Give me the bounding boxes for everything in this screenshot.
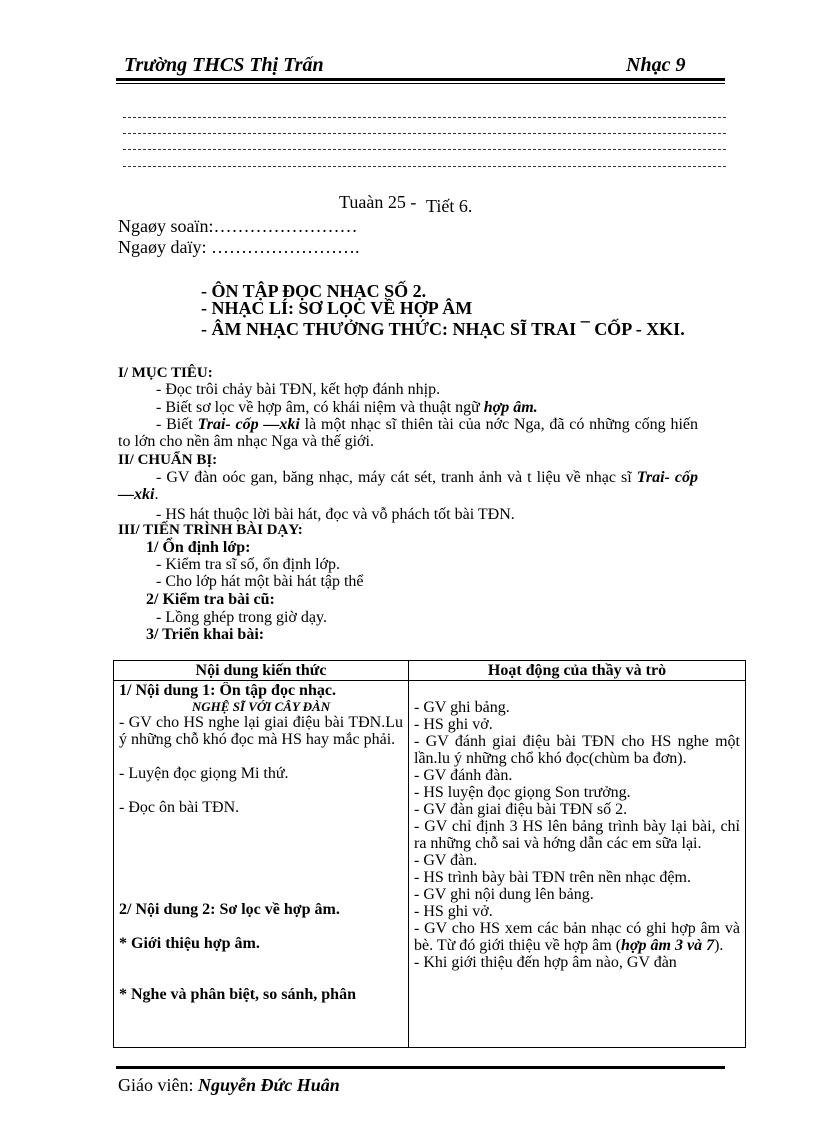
content-text: - Đọc ôn bài TĐN. bbox=[119, 799, 240, 816]
lesson-title-2: - NHẠC LÍ: SƠ LỌC VỀ HỢP ÂM bbox=[201, 298, 473, 318]
header-rule bbox=[116, 78, 725, 81]
period-label: Tiết 6. bbox=[426, 196, 473, 216]
dotted-line bbox=[123, 166, 726, 167]
lesson-title-1: - ÔN TẬP ĐỌC NHẠC SỐ 2. bbox=[201, 281, 427, 301]
content-text: - GV cho HS nghe lại giai điệu bài TĐN.Lu ý những chỗ khó đọc mà HS hay mắc phải. bbox=[119, 714, 403, 748]
objective-item: - Đọc trôi chảy bài TĐN, kết hợp đánh nhịp. bbox=[156, 381, 441, 398]
process-step-3: 3/ Triển khai bài: bbox=[146, 626, 265, 643]
process-step-1a: - Kiểm tra sĩ số, ổn định lớp. bbox=[156, 556, 340, 573]
activity-item: - HS ghi vở. bbox=[414, 903, 493, 920]
content-text: - Luyện đọc giọng Mi thứ. bbox=[119, 765, 289, 782]
activity-item: - HS luyện đọc giọng Son trưởng. bbox=[414, 784, 631, 801]
lesson-table bbox=[113, 660, 746, 1048]
activity-item: - GV ghi bảng. bbox=[414, 699, 510, 716]
objective-item: - Biết sơ lọc về hợp âm, có khái niệm và thuật ngữ hợp âm. bbox=[156, 399, 538, 416]
preparation-heading: II/ CHUẨN BỊ: bbox=[118, 452, 218, 468]
activity-item: - HS ghi vở. bbox=[414, 716, 493, 733]
table-header: Hoạt động của thầy và trò bbox=[409, 661, 746, 681]
activity-item: - GV đàn giai điệu bài TĐN số 2. bbox=[414, 801, 628, 818]
preparation-item: - HS hát thuộc lời bài hát, đọc và vỗ phách tốt bài TĐN. bbox=[156, 506, 515, 523]
week-label: Tuaàn 25 - bbox=[339, 192, 417, 212]
lesson-title-3: - ÂM NHẠC THƯỞNG THỨC: NHẠC SĨ TRAI ¯ CỐP - XKI. bbox=[201, 319, 685, 339]
subject-name: Nhạc 9 bbox=[626, 54, 686, 76]
teacher-line bbox=[118, 1075, 340, 1096]
activity-item: - GV chỉ định 3 HS lên bảng trình bày lại bài, chỉ ra những chỗ sai và hớng dẫn các em sữa lại. bbox=[414, 818, 740, 852]
teacher-name: Nguyễn Đức Huân bbox=[197, 1075, 340, 1095]
content-1-title: 1/ Nội dung 1: Ôn tập đọc nhạc. bbox=[119, 682, 336, 699]
table-header-row bbox=[114, 661, 746, 681]
process-step-2a: - Lồng ghép trong giờ dạy. bbox=[156, 609, 327, 626]
content-cell bbox=[114, 681, 409, 1048]
dotted-line bbox=[123, 149, 726, 150]
song-title: NGHỆ SĨ VỚI CÂY ĐÀN bbox=[191, 699, 331, 714]
school-name: Trường THCS Thị Trấn bbox=[124, 54, 324, 76]
content-2-title: 2/ Nội dung 2: Sơ lọc về hợp âm. bbox=[119, 901, 340, 918]
process-step-1: 1/ Ổn định lớp: bbox=[146, 539, 251, 556]
activity-cell bbox=[409, 681, 746, 1048]
activity-item: - GV ghi nội dung lên bảng. bbox=[414, 886, 594, 903]
table-header: Nội dung kiến thức bbox=[114, 661, 409, 681]
teacher-label: Giáo viên: bbox=[118, 1075, 198, 1095]
activity-item: - GV đánh đàn. bbox=[414, 767, 513, 784]
process-heading: III/ TIẾN TRÌNH BÀI DẠY: bbox=[118, 522, 303, 538]
activity-item: - Khi giới thiệu đến hợp âm nào, GV đàn bbox=[414, 954, 677, 971]
process-step-2: 2/ Kiểm tra bài cũ: bbox=[146, 591, 275, 608]
content-subheading: * Nghe và phân biệt, so sánh, phân bbox=[119, 986, 356, 1003]
footer-rule bbox=[116, 1066, 725, 1069]
date-prepared: Ngaøy soaïn:…………………… bbox=[118, 216, 358, 236]
table-row bbox=[114, 681, 746, 1048]
dotted-line bbox=[123, 133, 726, 134]
activity-item: - GV cho HS xem các bản nhạc có ghi hợp âm và bè. Từ đó giới thiệu về hợp âm (hợp âm 3 và 7). bbox=[414, 920, 740, 954]
preparation-item: - GV đàn oóc gan, băng nhạc, máy cát sét, tranh ảnh và t liệu về nhạc sĩ Trai- cốp —xki. bbox=[118, 469, 699, 503]
dotted-line bbox=[123, 117, 726, 118]
date-taught: Ngaøy daïy: ……………………. bbox=[118, 237, 360, 257]
objectives-heading: I/ MỤC TIÊU: bbox=[118, 365, 213, 381]
process-step-1b: - Cho lớp hát một bài hát tập thể bbox=[156, 573, 364, 590]
activity-item: - GV đánh giai điệu bài TĐN cho HS nghe một lần.lu ý những chổ khó đọc(chùm ba đơn). bbox=[414, 733, 740, 767]
activity-item: - GV đàn. bbox=[414, 852, 478, 869]
header-rule-thin bbox=[116, 83, 725, 84]
content-subheading: * Giới thiệu hợp âm. bbox=[119, 935, 260, 952]
activity-item: - HS trình bày bài TĐN trên nền nhạc đệm. bbox=[414, 869, 691, 886]
objective-item: - Biết Trai- cốp —xki là một nhạc sĩ thiên tài của nớc Nga, đã có những cống hiến to lớn cho nền âm nhạc Nga và thế giới. bbox=[118, 416, 699, 450]
